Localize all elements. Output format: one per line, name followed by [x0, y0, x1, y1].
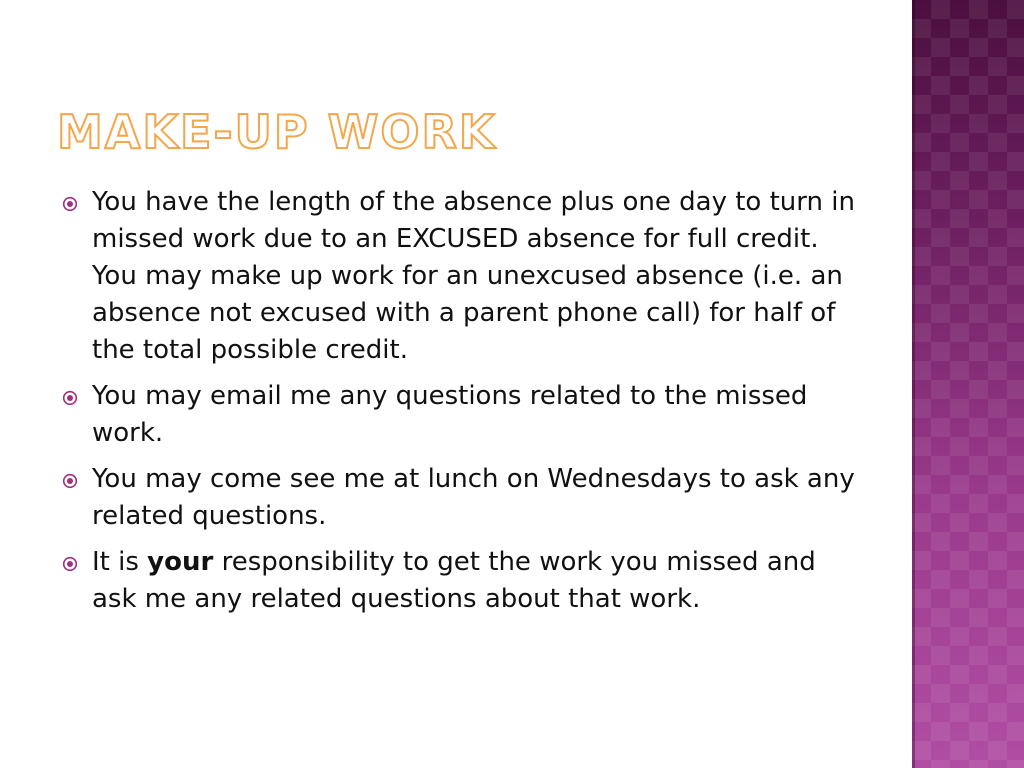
circled-dot-icon [62, 473, 78, 489]
bullet-text-emphasis: your [147, 547, 214, 577]
bullet-item [62, 184, 862, 369]
bullet-item [62, 461, 862, 535]
circled-dot-icon [62, 196, 78, 212]
side-band-pattern [912, 0, 1024, 768]
bullet-text: You may email me any questions related to the missed work. [92, 381, 808, 448]
bullet-text-suffix: responsibility to get the work you missed and ask me any related questions about that work. [92, 547, 816, 614]
bullet-text-prefix: It is [92, 547, 148, 577]
side-band-edge [912, 0, 915, 768]
bullet-text: You may come see me at lunch on Wednesdays to ask any related questions. [92, 464, 855, 531]
bullet-item [62, 378, 862, 452]
slide-title: MAKE-UP WORK [57, 105, 497, 159]
bullet-text: You have the length of the absence plus one day to turn in missed work due to an EXCUSED absence for full credit. You may make up work for an unexcused absence (i.e. an absence not excused with a parent phone call) for half of the total possible credit. [92, 187, 855, 365]
circled-dot-icon [62, 556, 78, 572]
decorative-side-band [912, 0, 1024, 768]
bullet-list [62, 184, 862, 627]
bullet-item [62, 544, 862, 618]
circled-dot-icon [62, 390, 78, 406]
